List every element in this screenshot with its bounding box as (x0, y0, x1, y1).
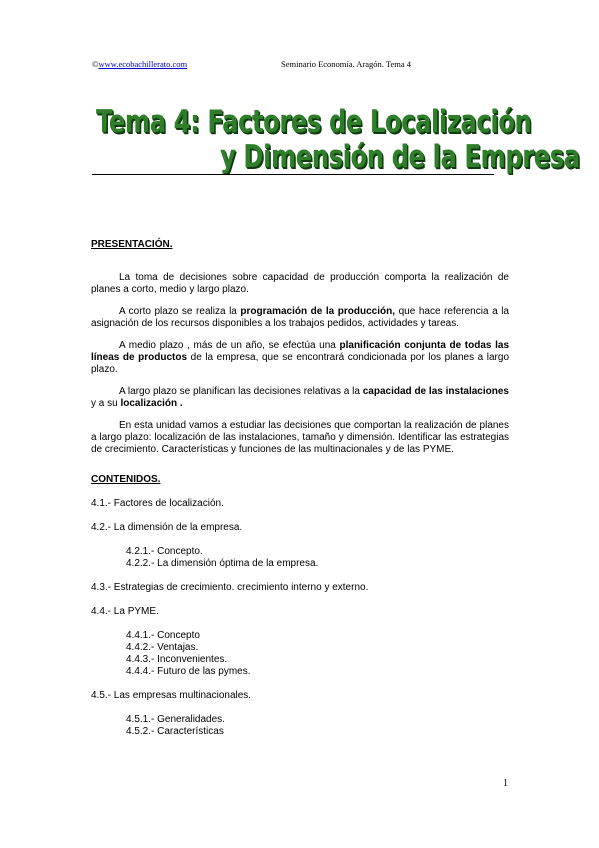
title-line-2: y Dimensión de la Empresa (220, 139, 580, 175)
text-run: A medio plazo , más de un año, se efectúa una (119, 340, 340, 351)
toc-subitem: 4.5.1.- Generalidades. (126, 714, 225, 725)
title-line-1: Tema 4: Factores de Localización (96, 104, 532, 140)
title-divider (92, 174, 494, 175)
bold-run: programación de la producción, (240, 306, 396, 317)
page-number: 1 (503, 778, 508, 789)
copyright-symbol: © (92, 59, 99, 69)
text-run: de la empresa, que se encontrará condicionada por los planes a largo plazo. (91, 352, 510, 375)
text-run: A largo plazo se planifican las decisiones relativas a la (119, 386, 363, 397)
toc-item: 4.1.- Factores de localización. (91, 498, 224, 509)
document-body (91, 239, 509, 738)
header-course: Seminario Economía. Aragón. Tema 4 (281, 59, 412, 69)
contenidos-heading: CONTENIDOS. (91, 474, 161, 485)
presentacion-heading: PRESENTACIÓN. (91, 239, 173, 250)
toc-subitem: 4.4.3.- Inconvenientes. (126, 654, 228, 665)
text-run: que hace referencia a la asignación de los recursos disponibles a los trabajos pedidos, actividades y tareas. (91, 306, 509, 329)
bold-run: capacidad de las instalaciones (362, 386, 509, 397)
paragraph-3 (91, 340, 509, 376)
paragraph-1: La toma de decisiones sobre capacidad de producción comporta la realización de planes a corto, medio y largo plazo. (91, 272, 509, 295)
text-run: A corto plazo se realiza la (119, 306, 241, 317)
toc-subitem: 4.4.1.- Concepto (126, 630, 200, 641)
bold-run: planificación conjunta de todas las líneas de productos (91, 340, 510, 363)
paragraph-2 (91, 306, 509, 330)
bold-run: localización . (120, 398, 183, 409)
toc-subitem: 4.4.4.- Futuro de las pymes. (126, 666, 251, 677)
toc-subitem: 4.2.1.- Concepto. (126, 546, 203, 557)
toc-subitem: 4.4.2.- Ventajas. (126, 642, 199, 653)
header-source (92, 59, 187, 69)
paragraph-4 (91, 386, 509, 410)
toc-subitem: 4.2.2.- La dimensión óptima de la empresa. (126, 558, 319, 569)
toc-item: 4.3.- Estrategias de crecimiento. crecimiento interno y externo. (91, 582, 369, 593)
toc-item: 4.4.- La PYME. (91, 606, 159, 617)
toc-item: 4.2.- La dimensión de la empresa. (91, 522, 243, 533)
page-header (92, 59, 512, 73)
text-run: y a su (91, 398, 121, 409)
toc-subitem: 4.5.2.- Características (126, 726, 224, 737)
toc-item: 4.5.- Las empresas multinacionales. (91, 690, 252, 701)
paragraph-5: En esta unidad vamos a estudiar las decisiones que comportan la realización de planes a largo plazo: localización de las instalaciones, tamaño y dimensión. Identificar las estrategias de crecimiento. Características y funciones de las multinacionales y de las PYME. (91, 420, 509, 455)
website-link[interactable]: www.ecobachillerato.com (98, 59, 188, 69)
